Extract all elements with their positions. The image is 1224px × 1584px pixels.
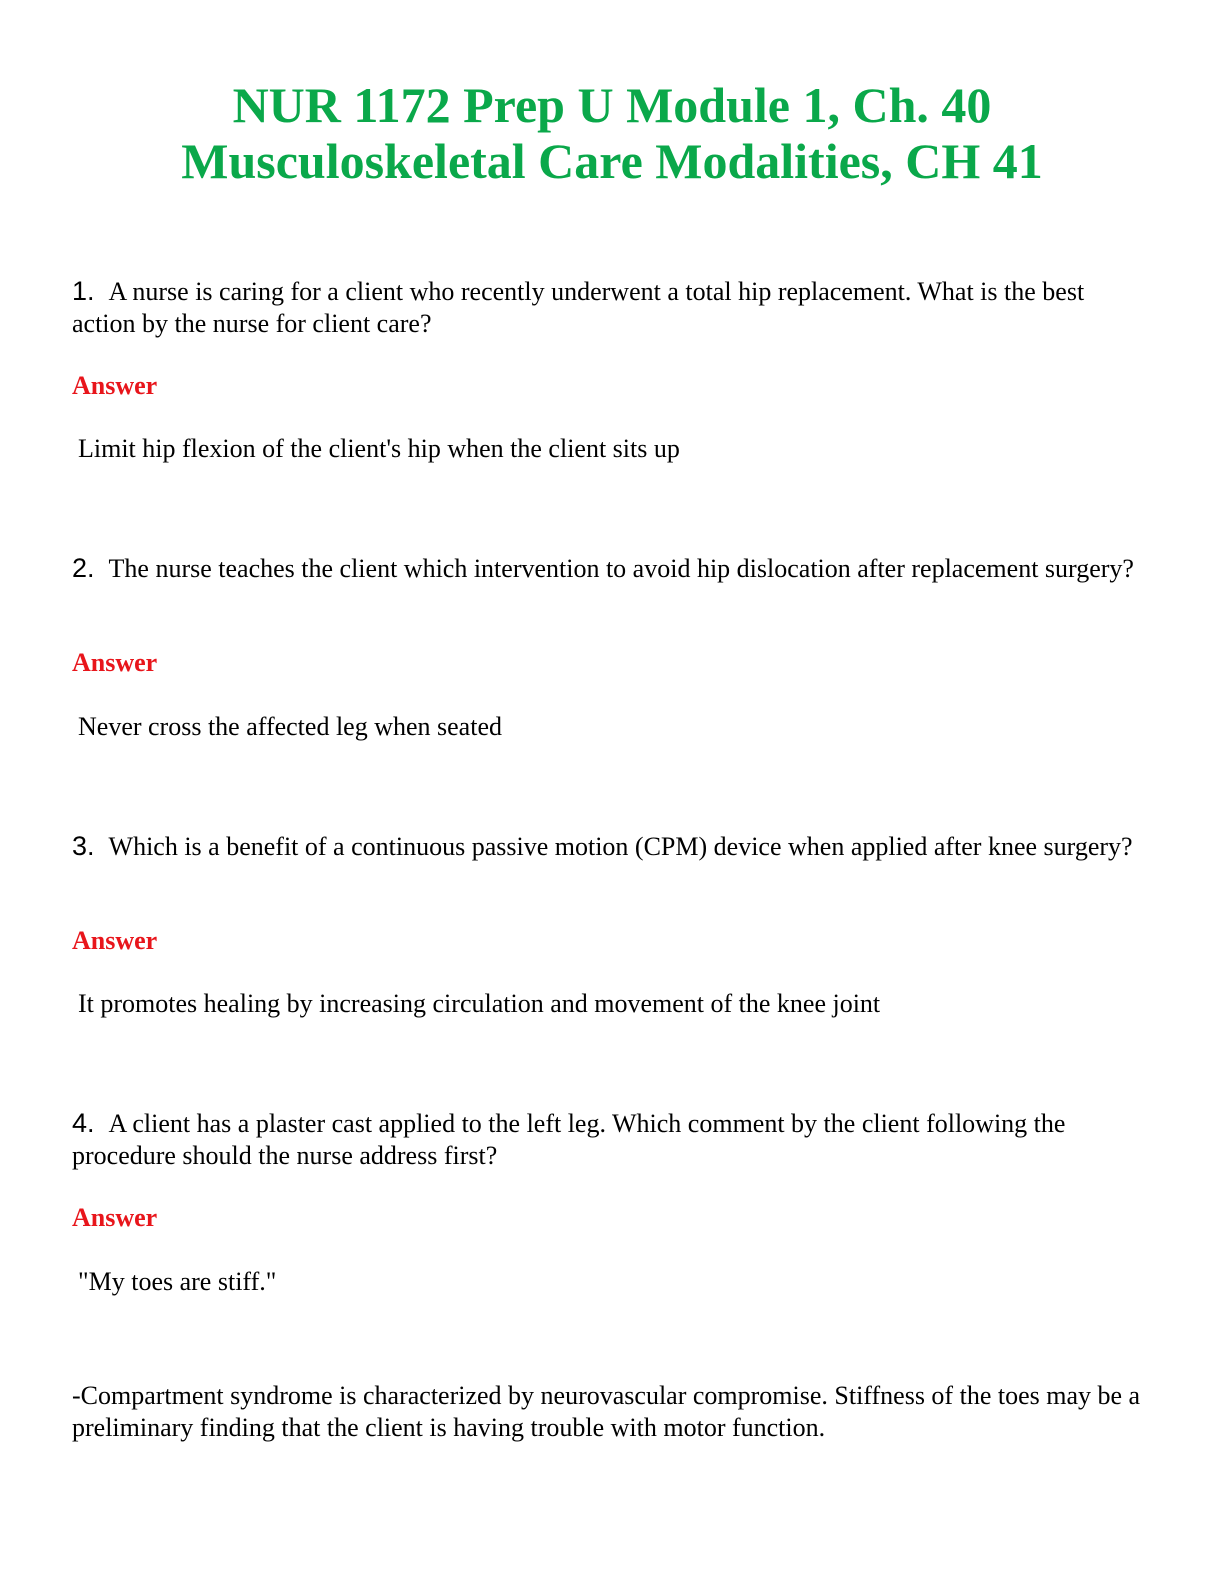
question-text: A nurse is caring for a client who recently underwent a total hip replacement. What is the best action by the nurse for client care? (72, 277, 1085, 338)
answer-text-3: It promotes healing by increasing circulation and movement of the knee joint (78, 989, 881, 1018)
answer-text-2: Never cross the affected leg when seated (78, 712, 502, 741)
title-line-2: Musculoskeletal Care Modalities, CH 41 (181, 133, 1043, 189)
question-4 (72, 1107, 1152, 1172)
answer-label-2: Answer (72, 648, 158, 677)
question-3 (72, 830, 1152, 863)
question-number: 1. (72, 276, 95, 306)
question-number: 2. (72, 553, 95, 583)
question-text: A client has a plaster cast applied to the left leg. Which comment by the client following the procedure should the nurse address first? (72, 1109, 1066, 1170)
title-line-1: NUR 1172 Prep U Module 1, Ch. 40 (232, 77, 992, 133)
question-1 (72, 275, 1152, 340)
answer-label-1: Answer (72, 371, 158, 400)
answer-label-4: Answer (72, 1203, 158, 1232)
question-text: Which is a benefit of a continuous passive motion (CPM) device when applied after knee surgery? (108, 832, 1133, 861)
question-number: 4. (72, 1108, 95, 1138)
question-text: The nurse teaches the client which intervention to avoid hip dislocation after replacement surgery? (108, 554, 1134, 583)
question-number: 3. (72, 831, 95, 861)
answer-label-3: Answer (72, 926, 158, 955)
page-title (0, 77, 1224, 189)
answer-text-4: "My toes are stiff." (78, 1267, 277, 1296)
question-2 (72, 552, 1152, 585)
rationale-4: -Compartment syndrome is characterized by neurovascular compromise. Stiffness of the toes may be a preliminary finding that the client is having trouble with motor function. (72, 1381, 1141, 1442)
answer-text-1: Limit hip flexion of the client's hip when the client sits up (78, 434, 680, 463)
